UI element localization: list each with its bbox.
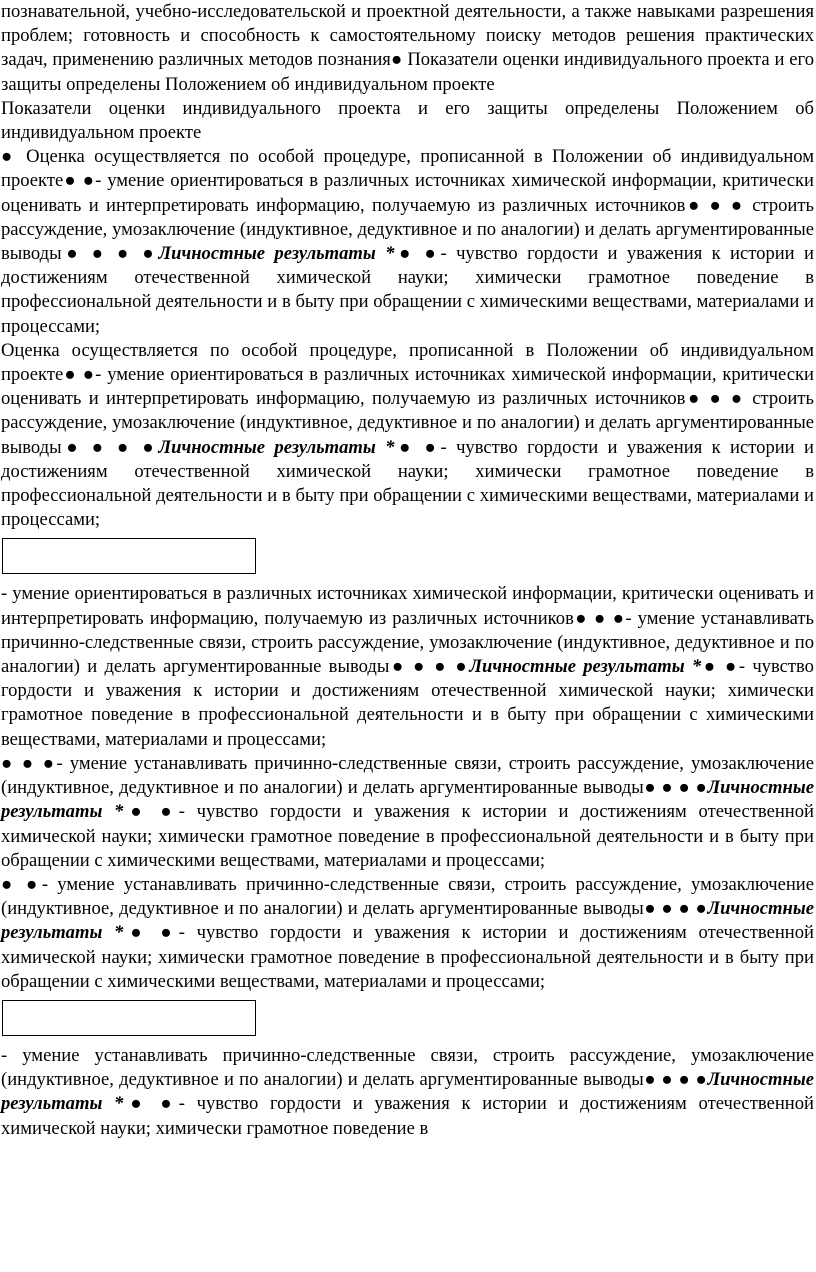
empty-box (2, 538, 256, 574)
personal-results-heading: Личностные результаты * (1, 898, 814, 944)
paragraph-7-text: ● ●- умение устанавливать причинно-следственные связи, строить рассуждение, умозаключение (индуктивное, дедуктивное и по аналогии) и делать аргументированные выводы● ● ● ● (1, 873, 814, 920)
paragraph-8-text: - умение устанавливать причинно-следственные связи, строить рассуждение, умозаключение (индуктивное, дедуктивное и по аналогии) и делать аргументированные выводы● ● ● ● (1, 1044, 814, 1091)
empty-box (2, 1000, 256, 1036)
paragraph-4-tail: ● ●- чувство гордости и уважения к истории и достижениям отечественной химической науки; химически грамотное поведение в профессиональной деятельности и в быту при обращении с химическими веществами, материалами и процессами; (1, 436, 814, 531)
personal-results-heading: Личностные результаты * (158, 436, 395, 458)
personal-results-heading: Личностные результаты * (158, 243, 395, 265)
paragraph-4-text: Оценка осуществляется по особой процедуре, прописанной в Положении об индивидуальном проекте● ●- умение ориентироваться в различных источниках химической информации, критически оценивать и интерпретировать информацию, получаемую из различных источников● ● ● строить рассуждение, умозаключение (индуктивное, дедуктивное и по аналогии) и делать аргументированные выводы● ● ● ● (1, 339, 814, 458)
paragraph-4 (1, 339, 814, 533)
paragraph-5-text: - умение ориентироваться в различных источниках химической информации, критически оценивать и интерпретировать информацию, получаемую из различных источников● ● ●- умение устанавливать причинно-следственные связи, строить рассуждение, умозаключение (индуктивное, дедуктивное и по аналогии) и делать аргументированные выводы● ● ● ● (1, 583, 814, 678)
personal-results-heading: Личностные результаты * (469, 656, 702, 678)
personal-results-heading: Личностные результаты * (1, 1069, 814, 1115)
personal-results-heading: Личностные результаты * (1, 777, 814, 823)
paragraph-3-tail: ● ●- чувство гордости и уважения к истории и достижениям отечественной химической науки; химически грамотное поведение в профессиональной деятельности и в быту при обращении с химическими веществами, материалами и процессами; (1, 243, 814, 337)
paragraph-6-text: ● ● ●- умение устанавливать причинно-следственные связи, строить рассуждение, умозаключение (индуктивное, дедуктивное и по аналогии) и делать аргументированные выводы● ● ● ● (1, 752, 814, 799)
paragraph-8-tail: ● ●- чувство гордости и уважения к истории и достижениям отечественной химической науки; химически грамотное поведение в (1, 1093, 815, 1139)
paragraph-3-text: ● Оценка осуществляется по особой процедуре, прописанной в Положении об индивидуальном проекте● ●- умение ориентироваться в различных источниках химической информации, критически оценивать и интерпретировать информацию, получаемую из различных источников● ● ● строить рассуждение, умозаключение (индуктивное, дедуктивное и по аналогии) и делать аргументированные выводы● ● ● ● (1, 146, 814, 265)
paragraph-6-tail: ● ●- чувство гордости и уважения к истории и достижениям отечественной химической науки; химически грамотное поведение в профессиональной деятельности и в быту при обращении с химическими веществами, материалами и процессами; (1, 801, 815, 871)
paragraph-8 (1, 1044, 814, 1141)
paragraph-5 (1, 582, 814, 751)
paragraph-7 (1, 873, 814, 994)
paragraph-3 (1, 145, 814, 339)
paragraph-2: Показатели оценки индивидуального проекта и его защиты определены Положением об индивидуальном проекте (1, 97, 814, 144)
paragraph-7-tail: ● ●- чувство гордости и уважения к истории и достижениям отечественной химической науки; химически грамотное поведение в профессиональной деятельности и в быту при обращении с химическими веществами, материалами и процессами; (1, 922, 815, 992)
paragraph-1: познавательной, учебно-исследовательской и проектной деятельности, а также навыками разрешения проблем; готовность и способность к самостоятельному поиску методов решения практических задач, применению различных методов познания● Показатели оценки индивидуального проекта и его защиты определены Положением об индивидуальном проекте (1, 1, 814, 95)
paragraph-6 (1, 752, 814, 873)
paragraph-5-tail: ● ●- чувство гордости и уважения к истории и достижениям отечественной химической науки; химически грамотное поведение в профессиональной деятельности и в быту при обращении с химическими веществами, материалами и процессами; (1, 656, 814, 750)
